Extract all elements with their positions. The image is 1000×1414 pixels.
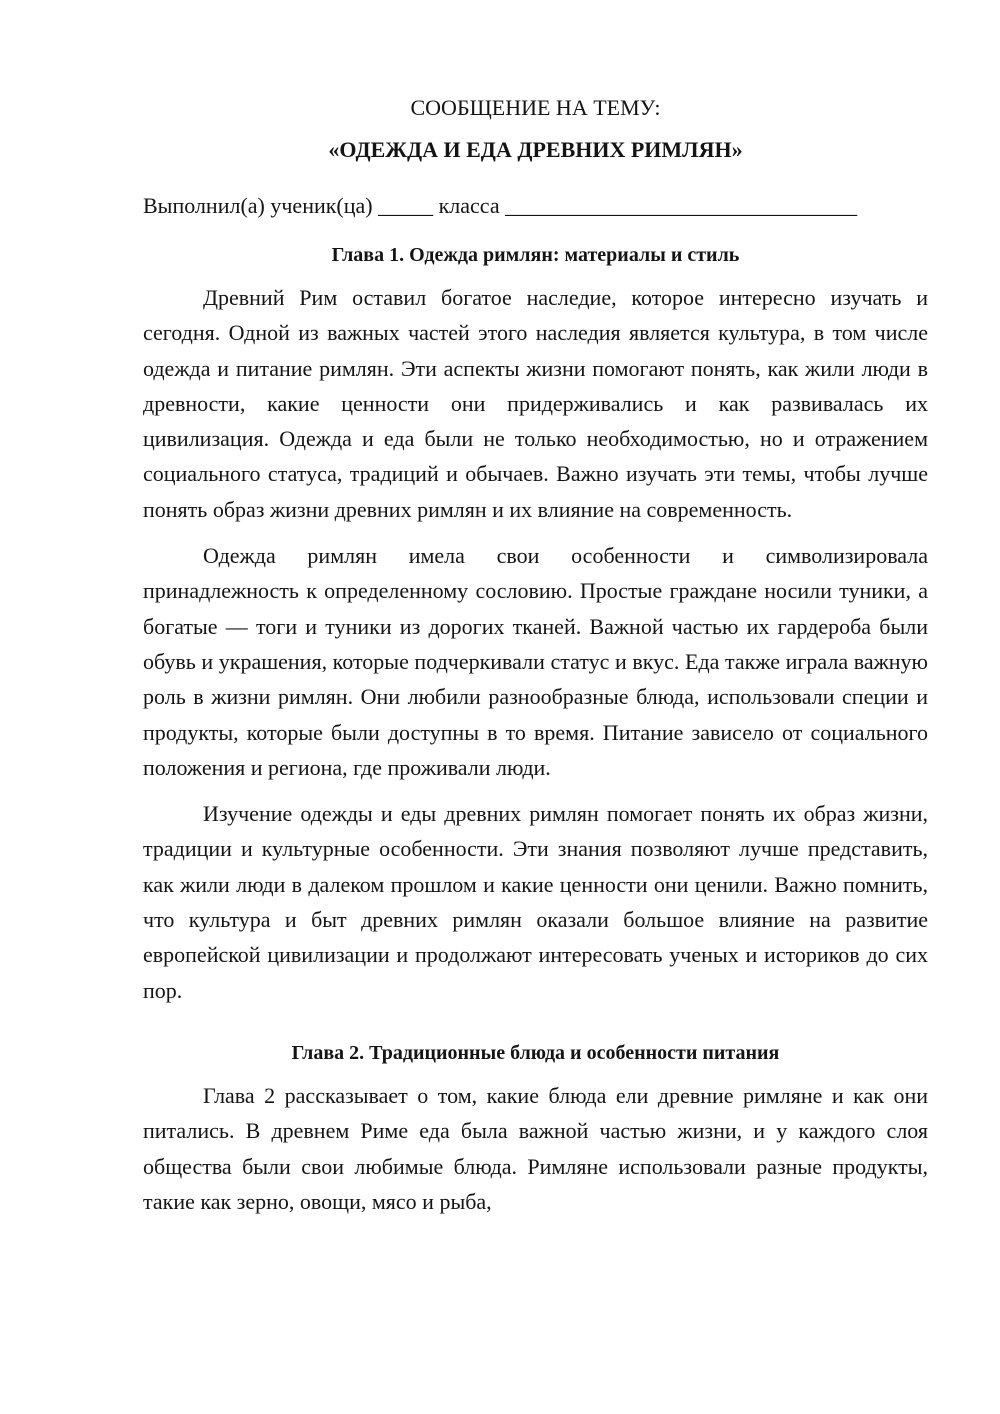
document-page	[143, 92, 928, 1219]
document-header-line: СООБЩЕНИЕ НА ТЕМУ:	[410, 95, 661, 120]
chapter-2-paragraph-1: Глава 2 рассказывает о том, какие блюда ели древние римляне и как они питались. В древнем Риме еда была важной частью жизни, и у каждого слоя общества были свои любимые блюда. Римляне использовали разные продукты, такие как зерно, овощи, мясо и рыба,	[143, 1082, 928, 1214]
chapter-2-heading: Глава 2. Традиционные блюда и особенности питания	[291, 1041, 780, 1064]
chapter-1-paragraph-2: Одежда римлян имела свои особенности и символизировала принадлежность к определенному сословию. Простые граждане носили туники, а богатые — тоги и туники из дорогих тканей. Важной частью их гардероба были обувь и украшения, которые подчеркивали статус и вкус. Еда также играла важную роль в жизни римлян. Они любили разнообразные блюда, использовали специи и продукты, которые были доступны в то время. Питание зависело от социального положения и региона, где проживали люди.	[143, 543, 928, 780]
chapter-2	[143, 1038, 928, 1219]
chapter-1-paragraph-1: Древний Рим оставил богатое наследие, которое интересно изучать и сегодня. Одной из важных частей этого наследия является культура, в том числе одежда и питание римлян. Эти аспекты жизни помогают понять, как жили люди в древности, какие ценности они придерживались и как развивалась их цивилизация. Одежда и еда были не только необходимостью, но и отражением социального статуса, традиций и обычаев. Важно изучать эти темы, чтобы лучше понять образ жизни древних римлян и их влияние на современность.	[143, 285, 928, 522]
chapter-1-heading: Глава 1. Одежда римлян: материалы и стиль	[331, 244, 740, 266]
chapter-1-paragraph-3: Изучение одежды и еды древних римлян помогает понять их образ жизни, традиции и культурные особенности. Эти знания позволяют лучше представить, как жили люди в далеком прошлом и какие ценности они ценили. Важно помнить, что культура и быт древних римлян оказали большое влияние на развитие европейской цивилизации и продолжают интересовать ученых и историков до сих пор.	[143, 801, 928, 1003]
chapter-1	[143, 240, 928, 1008]
signature-line: Выполнил(а) ученик(ца) _____ класса ________________________________	[143, 193, 858, 218]
document-title: «ОДЕЖДА И ЕДА ДРЕВНИХ РИМЛЯН»	[328, 137, 743, 162]
